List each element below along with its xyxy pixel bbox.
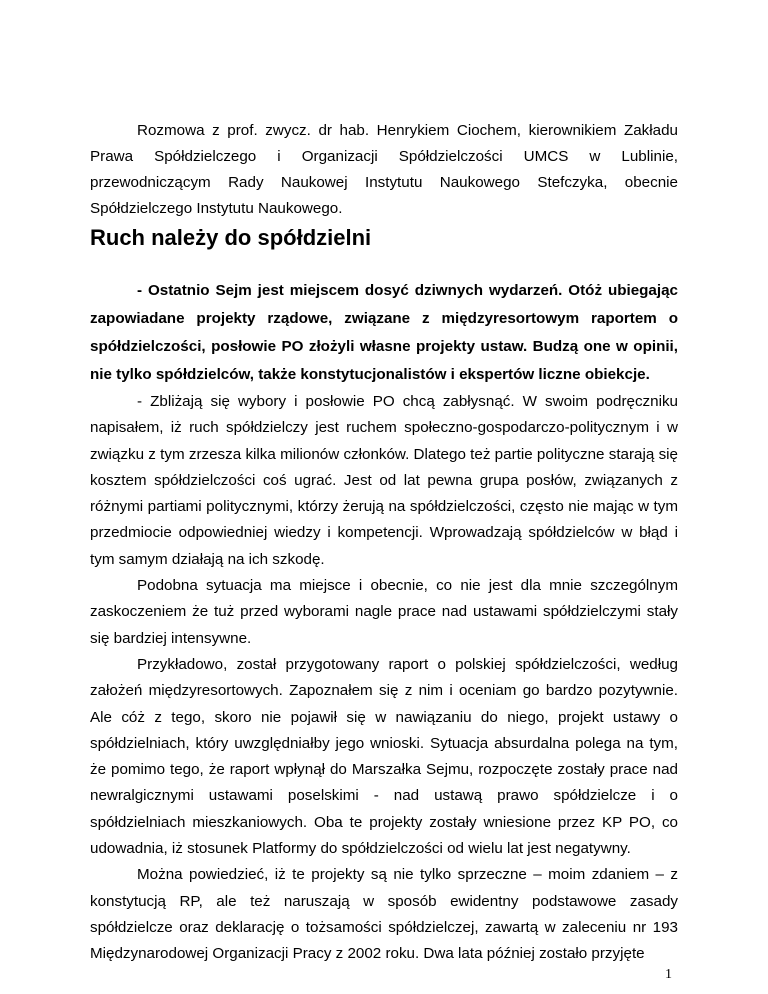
answer-paragraph: Przykładowo, został przygotowany raport o polskiej spółdzielczości, według założeń międzyresortowych. Zapoznałem się z nim i oceniam go bardzo pozytywnie. Ale cóż z tego, skoro nie pojawił się w nawiązaniu do niego, projekt ustawy o spółdzielniach, który uwzględniałby jego wnioski. Sytuacja absurdalna polega na tym, że pomimo tego, że raport wpłynął do Marszałka Sejmu, rozpoczęte zostały prace nad newralgicznymi ustawami poselskimi - nad ustawą prawo spółdzielcze i o spółdzielniach mieszkaniowych. Oba te projekty zostały wniesione przez KP PO, co udowadnia, iż stosunek Platformy do spółdzielczości od wielu lat jest negatywny. [90,655,678,858]
answer-paragraph: Można powiedzieć, iż te projekty są nie tylko sprzeczne – moim zdaniem – z konstytucją RP, ale też naruszają w sposób ewidentny podstawowe zasady spółdzielcze oraz deklarację o tożsamości spółdzielczej, zawartą w zaleceniu nr 193 Międzynarodowej Organizacji Pracy z 2002 roku. Dwa lata później zostało przyjęte [90,866,678,963]
intro-paragraph: Rozmowa z prof. zwycz. dr hab. Henrykiem Ciochem, kierownikiem Zakładu Prawa Spółdzielczego i Organizacji Spółdzielczości UMCS w Lublinie, przewodniczącym Rady Naukowej Instytutu Naukowego Stefczyka, obecnie Spółdzielczego Instytutu Naukowego. [90,122,678,217]
answer-paragraph: Podobna sytuacja ma miejsce i obecnie, co nie jest dla mnie szczególnym zaskoczeniem że tuż przed wyborami nagle prace nad ustawami spółdzielczymi stały się bardziej intensywne. [90,577,678,647]
answer-paragraph: - Zbliżają się wybory i posłowie PO chcą zabłysnąć. W swoim podręczniku napisałem, iż ruch spółdzielczy jest ruchem społeczno-gospodarczo-politycznym i w związku z tym zrzesza kilka milionów członków. Dlatego też partie polityczne starają się kosztem spółdzielczości coś ugrać. Jest od lat pewna grupa posłów, związanych z różnymi partiami politycznymi, którzy żerują na spółdzielczości, często nie mając w tym przedmiocie odpowiedniej wiedzy i kompetencji. Wprowadzają spółdzielców w błąd i tym samym działają na ich szkodę. [90,393,678,568]
interview-question: - Ostatnio Sejm jest miejscem dosyć dziwnych wydarzeń. Otóż ubiegając zapowiadane projekty rządowe, związane z międzyresortowym raportem o spółdzielczości, posłowie PO złożyli własne projekty ustaw. Budzą one w opinii, nie tylko spółdzielców, także konstytucjonalistów i ekspertów liczne obiekcje. [90,282,678,383]
article-title: Ruch należy do spółdzielni [90,225,372,250]
page-number: 1 [665,967,672,982]
document-page [90,0,678,968]
